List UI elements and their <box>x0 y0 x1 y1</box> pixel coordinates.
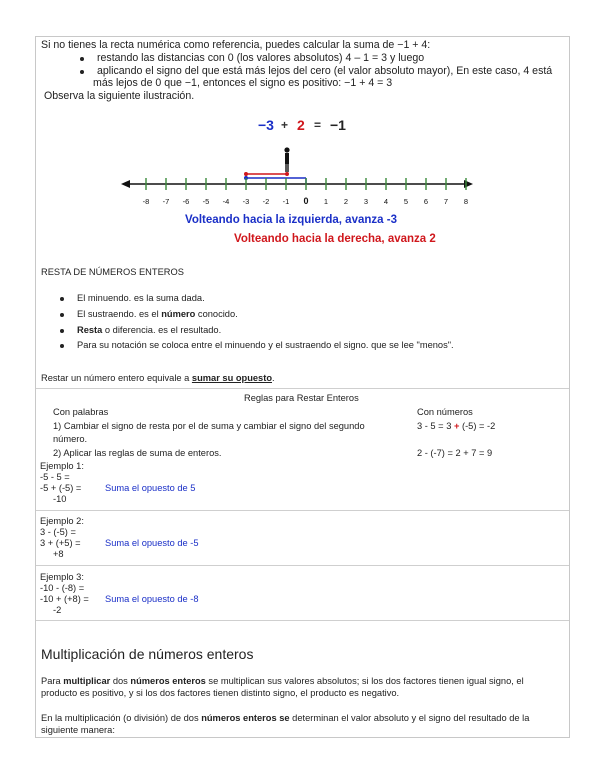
restar-text: Restar un número entero equivale a sumar su opuesto. <box>41 373 275 383</box>
example-2-line-1: 3 - (-5) = <box>40 527 76 537</box>
resta-item-3: Resta o diferencia. es el resultado. <box>77 325 222 335</box>
tick-label: 8 <box>463 197 469 206</box>
col-numbers-header: Con números <box>417 407 473 417</box>
example-1-label: Ejemplo 1: <box>40 461 84 471</box>
example-3-result: -2 <box>53 605 62 615</box>
resta-item-2: El sustraendo. es el número conocido. <box>77 309 238 319</box>
intro-bullet-1: restando las distancias con 0 (los valores absolutos) 4 – 1 = 3 y luego <box>97 52 425 64</box>
number-line-illustration <box>116 113 476 249</box>
sumar-opuesto-link[interactable]: sumar su opuesto <box>191 373 272 383</box>
mult-paragraph-2-line-2: siguiente manera: <box>41 725 115 735</box>
bullet-dot <box>80 70 84 74</box>
example-1-result: -10 <box>53 494 67 504</box>
example-1-note: Suma el opuesto de 5 <box>105 483 196 493</box>
mult-heading: Multiplicación de números enteros <box>41 646 254 662</box>
example-3-label: Ejemplo 3: <box>40 572 84 582</box>
resta-item-1: El minuendo. es la suma dada. <box>77 293 205 303</box>
tick-label: -3 <box>242 197 250 206</box>
caption-right: Volteando hacia la derecha, avanza 2 <box>234 233 436 245</box>
tick-label: -6 <box>182 197 190 206</box>
intro-line: Si no tienes la recta numérica como referencia, puedes calcular la suma de −1 + 4: <box>41 39 431 51</box>
eq-neg3: −3 <box>258 117 274 133</box>
observe-text: Observa la siguiente ilustración. <box>44 90 195 102</box>
tick-label: 5 <box>403 197 409 206</box>
rule-1-line-1: 1) Cambiar el signo de resta por el de suma y cambiar el signo del segundo <box>53 421 365 431</box>
resta-item-4: Para su notación se coloca entre el minuendo y el sustraendo el signo. que se lee "menos". <box>77 340 454 350</box>
tick-label: -5 <box>202 197 210 206</box>
mult-paragraph-1-line-2: producto es positivo, y si los dos factores tienen distinto signo, el producto es negativo. <box>41 688 400 698</box>
eq-result: −1 <box>330 117 346 133</box>
tick-label: 4 <box>383 197 389 206</box>
mult-paragraph-1-line-1: Para multiplicar dos números enteros se multiplican sus valores absolutos; si los dos factores tienen igual signo, el <box>41 676 524 686</box>
rules-title: Reglas para Restar Enteros <box>244 393 359 403</box>
red-end-dot <box>285 172 289 176</box>
tick-label: -8 <box>142 197 150 206</box>
mult-paragraph-2-line-1: En la multiplicación (o división) de dos números enteros se determinan el valor absoluto y el signo del resultado de la <box>41 713 530 723</box>
bullet-dot <box>60 344 64 348</box>
document-page <box>35 36 570 738</box>
person-figure-icon <box>284 147 289 172</box>
tick-label: -7 <box>162 197 170 206</box>
example-3-note: Suma el opuesto de -8 <box>105 594 199 604</box>
example-3-line-1: -10 - (-8) = <box>40 583 85 593</box>
caption-left: Volteando hacia la izquierda, avanza -3 <box>185 214 397 226</box>
axis-left-arrow-icon <box>121 180 130 188</box>
tick-label: 3 <box>363 197 369 206</box>
example-2-result: +8 <box>53 549 64 559</box>
intro-bullet-2a: aplicando el signo del que está más lejos del cero (el valor absoluto mayor), En este caso, 4 está <box>97 65 553 77</box>
example-2-label: Ejemplo 2: <box>40 516 84 526</box>
tick-label: -1 <box>282 197 290 206</box>
tick-label: 1 <box>323 197 329 206</box>
col-words-header: Con palabras <box>53 407 109 417</box>
intro-bullet-2b: más lejos de 0 que −1, entonces el signo es positivo: −1 + 4 = 3 <box>93 77 393 89</box>
rule-1-numbers: 3 - 5 = 3 + (-5) = -2 <box>417 421 496 431</box>
eq-two: 2 <box>297 117 305 133</box>
tick-label: 6 <box>423 197 429 206</box>
tick-label: 2 <box>343 197 349 206</box>
rule-2-numbers: 2 - (-7) = 2 + 7 = 9 <box>417 448 493 458</box>
tick-label: -4 <box>222 197 230 206</box>
example-2-note: Suma el opuesto de -5 <box>105 538 199 548</box>
tick-label: 7 <box>443 197 449 206</box>
rule-1-line-2: número. <box>53 434 88 444</box>
bullet-dot <box>60 313 64 317</box>
rule-2: 2) Aplicar las reglas de suma de enteros. <box>53 448 222 458</box>
eq-equals: = <box>314 118 322 132</box>
divider <box>36 620 569 621</box>
tick-label: -2 <box>262 197 270 206</box>
example-1-line-2: -5 + (-5) = <box>40 483 82 493</box>
bullet-dot <box>60 329 64 333</box>
eq-plus: + <box>281 118 289 132</box>
resta-heading: RESTA DE NÚMEROS ENTEROS <box>41 267 184 277</box>
example-3-line-2: -10 + (+8) = <box>40 594 89 604</box>
tick-label: 0 <box>303 196 309 206</box>
example-2-line-2: 3 + (+5) = <box>40 538 81 548</box>
example-1-line-1: -5 - 5 = <box>40 472 70 482</box>
divider <box>36 565 569 566</box>
divider <box>36 388 569 389</box>
divider <box>36 510 569 511</box>
bullet-dot <box>60 297 64 301</box>
bullet-dot <box>80 57 84 61</box>
